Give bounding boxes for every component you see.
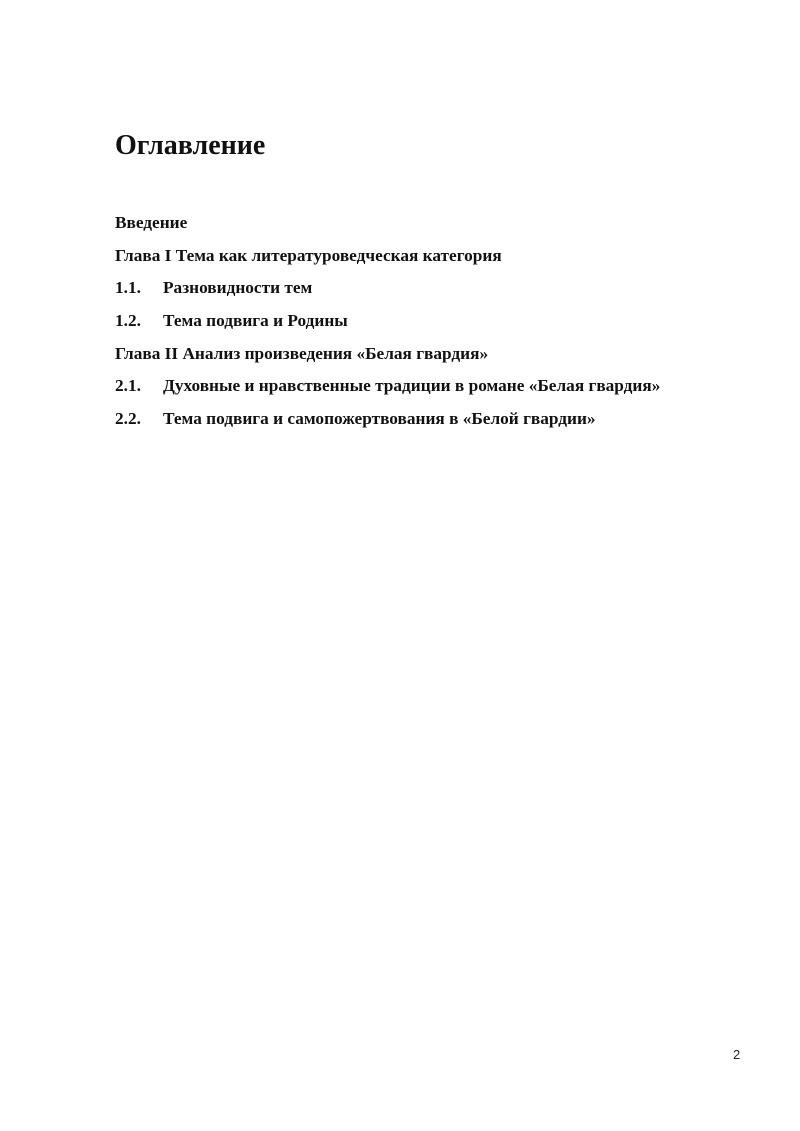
toc-entry-text: Введение	[115, 213, 188, 232]
toc-entry-chapter-1[interactable]	[115, 243, 755, 276]
toc-entry-section-1-2[interactable]	[115, 308, 755, 341]
toc-entry-text: Тема подвига и самопожертвования в «Белой гвардии»	[163, 409, 596, 429]
table-of-contents	[115, 210, 755, 439]
toc-entry-chapter-2[interactable]	[115, 341, 755, 374]
toc-entry-text: Духовные и нравственные традиции в романе «Белая гвардия»	[163, 376, 661, 396]
toc-entry-introduction[interactable]	[115, 210, 755, 243]
toc-entry-text: Тема подвига и Родины	[163, 311, 348, 331]
toc-entry-section-1-1[interactable]	[115, 275, 755, 308]
toc-entry-text: Глава I Тема как литературоведческая категория	[115, 245, 502, 265]
toc-entry-number: 1.1.	[115, 278, 141, 298]
toc-entry-section-2-2[interactable]	[115, 406, 755, 439]
page-number: 2	[733, 1047, 741, 1062]
toc-entry-text: Глава II Анализ произведения «Белая гвардия»	[115, 343, 489, 363]
toc-entry-text: Разновидности тем	[163, 278, 313, 298]
toc-entry-number: 1.2.	[115, 311, 141, 331]
toc-entry-number: 2.1.	[115, 376, 141, 396]
toc-entry-section-2-1[interactable]	[115, 373, 755, 406]
toc-title: Оглавление	[115, 130, 266, 161]
toc-entry-number: 2.2.	[115, 409, 141, 429]
